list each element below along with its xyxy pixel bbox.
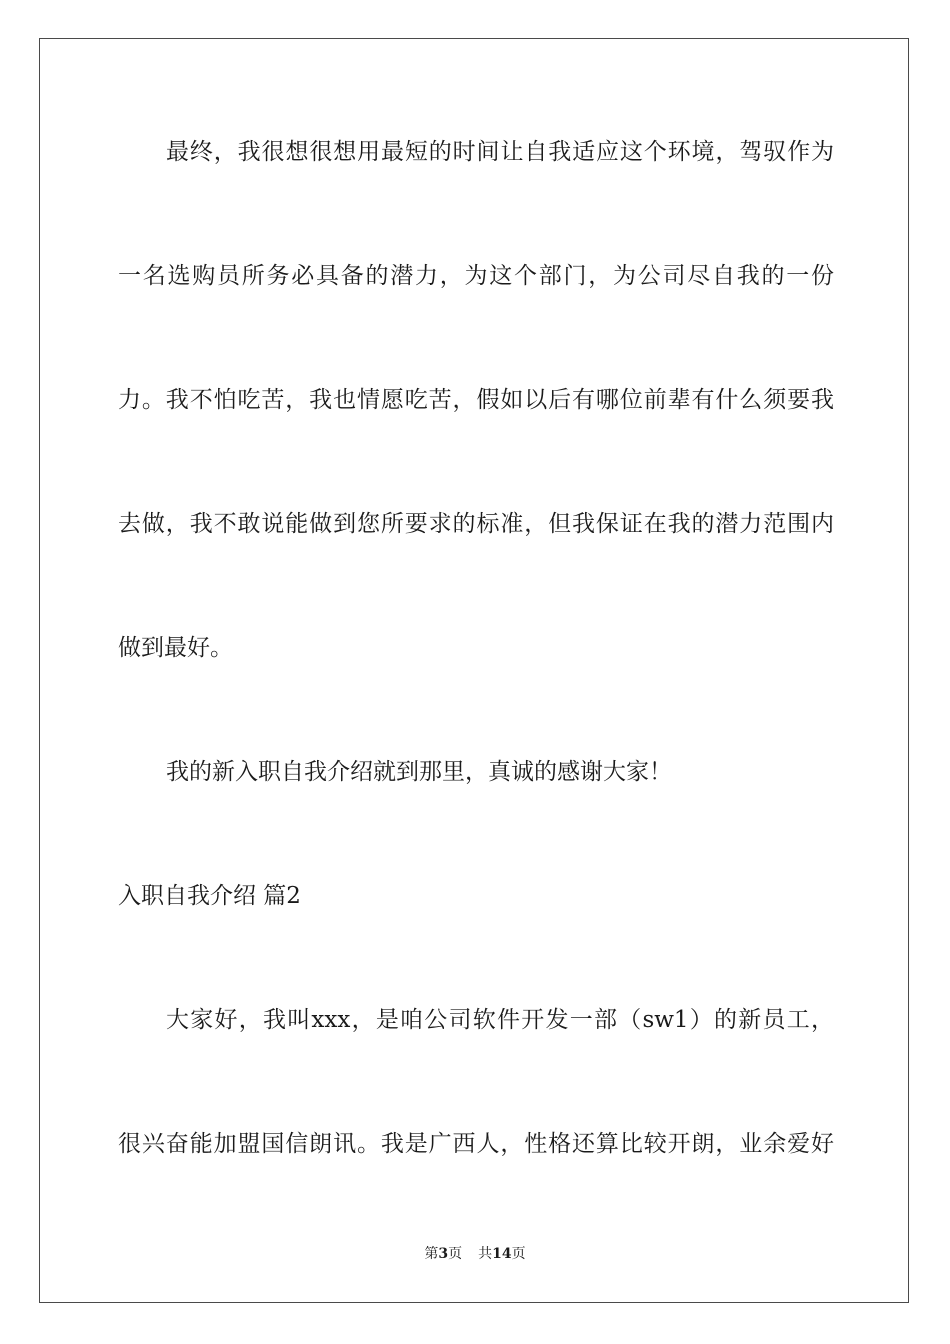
paragraph-line-4: 去做，我不敢说能做到您所要求的标准，但我保证在我的潜力范围内 bbox=[118, 511, 834, 537]
footer-page-prefix: 第 bbox=[424, 1246, 439, 1262]
paragraph-line-3: 力。我不怕吃苦，我也情愿吃苦，假如以后有哪位前辈有什么须要我 bbox=[118, 387, 834, 413]
paragraph-line-6: 大家好，我叫xxx，是咱公司软件开发一部（sw1）的新员工， bbox=[166, 1007, 834, 1033]
footer-total-suffix: 页 bbox=[511, 1246, 526, 1262]
footer-total-pages: 14 bbox=[492, 1246, 512, 1262]
closing-line: 我的新入职自我介绍就到那里，真诚的感谢大家！ bbox=[166, 759, 672, 785]
footer-total-prefix: 共 bbox=[478, 1246, 493, 1262]
footer-page-number: 3 bbox=[438, 1246, 449, 1262]
paragraph-line-5: 做到最好。 bbox=[118, 635, 233, 661]
paragraph-line-2: 一名选购员所务必具备的潜力，为这个部门，为公司尽自我的一份 bbox=[118, 263, 834, 289]
paragraph-line-1: 最终，我很想很想用最短的时间让自我适应这个环境，驾驭作为 bbox=[166, 139, 834, 165]
page-border bbox=[39, 38, 909, 1303]
paragraph-line-7: 很兴奋能加盟国信朗讯。我是广西人，性格还算比较开朗，业余爱好 bbox=[118, 1131, 834, 1157]
footer-page-suffix: 页 bbox=[448, 1246, 463, 1262]
page-footer bbox=[0, 1245, 950, 1263]
section-heading: 入职自我介绍 篇2 bbox=[118, 883, 301, 909]
